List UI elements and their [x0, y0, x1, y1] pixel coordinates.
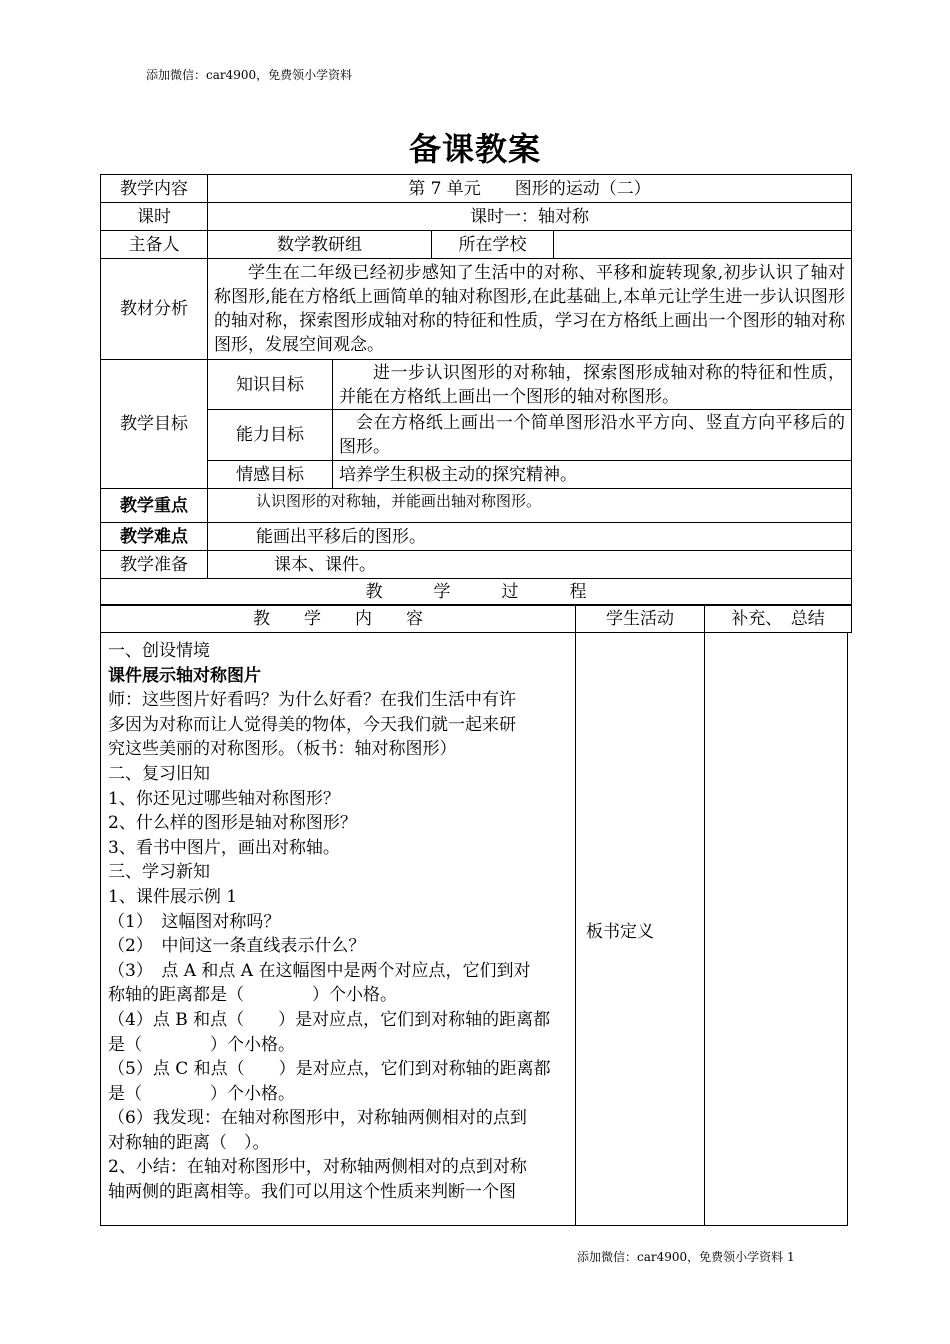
- prep-text: 课本、课件。: [208, 551, 852, 579]
- process-header-table: [100, 604, 852, 633]
- process-line: （1） 这幅图对称吗？: [108, 911, 281, 932]
- difficulty-label: 教学难点: [101, 523, 208, 551]
- process-content: [101, 633, 575, 1225]
- goal-knowledge-text: 进一步认识图形的对称轴，探索图形成轴对称的特征和性质，并能在方格纸上画出一个图形的轴对称图形。: [333, 360, 852, 410]
- process-line: （6）我发现：在轴对称图形中，对称轴两侧相对的点到: [108, 1108, 527, 1129]
- process-line: 究这些美丽的对称图形。（板书：轴对称图形）: [108, 739, 457, 760]
- footer-note: 添加微信：car4900，免费领小学资料 1: [577, 1250, 795, 1264]
- preparer-label: 主备人: [101, 231, 208, 259]
- process-line: 对称轴的距离（ ）。: [108, 1132, 270, 1153]
- process-line: 多因为对称而让人觉得美的物体，今天我们就一起来研: [108, 714, 516, 735]
- header-note: 添加微信：car4900，免费领小学资料: [146, 68, 353, 82]
- process-table: [100, 632, 848, 1226]
- process-line: 称轴的距离都是（ ）个小格。: [108, 985, 397, 1006]
- preparer-value: 数学教研组: [208, 231, 432, 259]
- goals-label: 教学目标: [101, 360, 208, 489]
- school-value: [554, 231, 852, 259]
- process-line: 轴两侧的距离相等。我们可以用这个性质来判断一个图: [108, 1182, 516, 1203]
- summary-cell: [705, 633, 848, 1226]
- process-line: 是（ ）个小格。: [108, 1034, 295, 1055]
- goal-ability-label: 能力目标: [208, 410, 333, 461]
- school-label: 所在学校: [432, 231, 554, 259]
- process-content-cell: [101, 633, 576, 1226]
- process-line: 1、课件展示例 1: [108, 886, 238, 907]
- process-line: 2、小结：在轴对称图形中，对称轴两侧相对的点到对称: [108, 1157, 527, 1178]
- process-line: 2、什么样的图形是轴对称图形？: [108, 813, 357, 834]
- student-activity: 板书定义: [576, 633, 705, 1226]
- goal-emotion-text: 培养学生积极主动的探究精神。: [333, 461, 852, 489]
- key-text: 认识图形的对称轴，并能画出轴对称图形。: [208, 489, 852, 523]
- process-label: 教 学 过 程: [101, 579, 852, 606]
- page-title: 备课教案: [408, 130, 541, 168]
- goal-emotion-label: 情感目标: [208, 461, 333, 489]
- content-value: 第 7 单元 图形的运动（二）: [208, 175, 852, 203]
- goal-knowledge-label: 知识目标: [208, 360, 333, 410]
- process-line: 师：这些图片好看吗？为什么好看？在我们生活中有许: [108, 690, 516, 711]
- analysis-text: 学生在二年级已经初步感知了生活中的对称、平移和旋转现象,初步认识了轴对称图形,能在方格纸上画简单的轴对称图形,在此基础上,本单元让学生进一步认识图形的轴对称，探索图形成轴对称的特征和性质，学习在方格纸上画出一个图形的轴对称图形，发展空间观念。: [208, 259, 852, 360]
- process-line: 二、复习旧知: [108, 763, 210, 784]
- process-line: 是（ ）个小格。: [108, 1083, 295, 1104]
- content-label: 教学内容: [101, 175, 208, 203]
- key-label: 教学重点: [101, 489, 208, 523]
- process-line: （4）点 B 和点（ ）是对应点，它们到对称轴的距离都: [108, 1009, 551, 1030]
- difficulty-text: 能画出平移后的图形。: [208, 523, 852, 551]
- process-line: 1、你还见过哪些轴对称图形？: [108, 788, 340, 809]
- col-summary: 补充、 总结: [705, 605, 852, 633]
- col-content: 教 学 内 容: [101, 605, 576, 633]
- lesson-info-table: [100, 174, 852, 606]
- process-line: 三、学习新知: [108, 862, 210, 883]
- analysis-label: 教材分析: [101, 259, 208, 360]
- goal-ability-text: 会在方格纸上画出一个简单图形沿水平方向、竖直方向平移后的图形。: [333, 410, 852, 461]
- process-line: 3、看书中图片，画出对称轴。: [108, 837, 340, 858]
- process-line: （2） 中间这一条直线表示什么？: [108, 936, 366, 957]
- process-line: （5）点 C 和点（ ）是对应点，它们到对称轴的距离都: [108, 1059, 551, 1080]
- process-line: （3） 点 A 和点 A 在这幅图中是两个对应点，它们到对: [108, 960, 531, 981]
- period-value: 课时一：轴对称: [208, 203, 852, 231]
- col-student: 学生活动: [576, 605, 705, 633]
- process-line: 课件展示轴对称图片: [108, 665, 261, 686]
- prep-label: 教学准备: [101, 551, 208, 579]
- process-line: 一、创设情境: [108, 641, 210, 661]
- period-label: 课时: [101, 203, 208, 231]
